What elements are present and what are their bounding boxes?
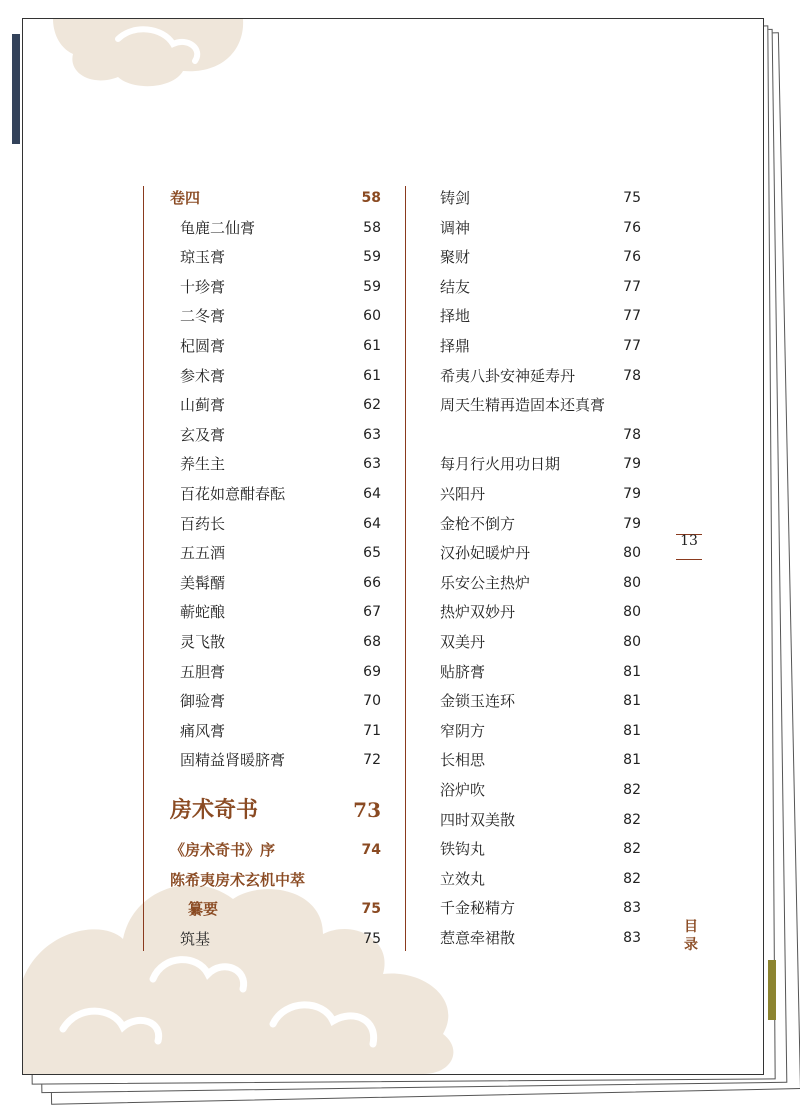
- toc-entry[interactable]: [405, 216, 641, 240]
- toc-entry-title: 杞圆膏: [180, 337, 226, 355]
- toc-entry[interactable]: [145, 452, 381, 476]
- toc-entry-page: 82: [623, 811, 641, 828]
- toc-entry[interactable]: [145, 689, 381, 713]
- toc-entry[interactable]: [405, 808, 641, 832]
- toc-entry-title: 百药长: [180, 514, 226, 533]
- toc-entry-title: 汉孙妃暖炉丹: [440, 544, 531, 563]
- toc-entry-page: 83: [623, 900, 641, 917]
- toc-entry-page: 80: [623, 634, 641, 650]
- toc-entry-title: 金锁玉连环: [440, 692, 516, 711]
- toc-entry-page: 63: [363, 456, 381, 473]
- toc-entry-title: 美髯醑: [180, 573, 226, 592]
- toc-entry[interactable]: [145, 186, 381, 210]
- toc-entry[interactable]: [145, 541, 381, 565]
- toc-entry-title: 蕲蛇酿: [180, 603, 226, 622]
- toc-entry[interactable]: [405, 452, 641, 476]
- toc-entry[interactable]: [145, 600, 381, 624]
- toc-entry[interactable]: [145, 630, 381, 654]
- toc-entry-page: 69: [363, 663, 381, 680]
- toc-entry[interactable]: [405, 571, 641, 595]
- toc-entry-title: 乐安公主热炉: [440, 573, 531, 592]
- toc-entry[interactable]: [405, 689, 641, 713]
- toc-entry-title: 浴炉吹: [440, 781, 486, 799]
- toc-entry[interactable]: [145, 660, 381, 684]
- toc-entry-page: 75: [361, 901, 381, 918]
- toc-entry-title: 择鼎: [440, 337, 471, 355]
- toc-entry-title: 琼玉膏: [180, 248, 226, 267]
- toc-entry-title: 每月行火用功日期: [440, 455, 561, 474]
- toc-entry-page: 72: [363, 752, 381, 769]
- toc-entry[interactable]: [405, 364, 641, 388]
- toc-entry-page: 74: [361, 842, 381, 858]
- toc-entry-page: 77: [623, 308, 641, 325]
- toc-entry-title: 五五酒: [180, 544, 226, 563]
- toc-entry-page: 59: [363, 249, 381, 266]
- toc-entry-page: 68: [363, 634, 381, 650]
- toc-entry-title: 四时双美散: [440, 810, 516, 829]
- toc-entry[interactable]: [145, 275, 381, 299]
- toc-entry-title: 卷四: [170, 189, 201, 207]
- toc-entry[interactable]: [145, 868, 381, 892]
- toc-entry-page: 81: [623, 693, 641, 710]
- toc-entry-page: 60: [363, 308, 381, 325]
- toc-entry[interactable]: [145, 838, 381, 862]
- toc-entry-title: 御验膏: [180, 692, 226, 711]
- front-page: [22, 18, 764, 1075]
- running-head: 目录: [684, 919, 698, 953]
- toc-entry[interactable]: [145, 304, 381, 328]
- toc-entry-page: 80: [623, 545, 641, 562]
- toc-entry-title: 窄阴方: [440, 721, 486, 740]
- toc-entry[interactable]: [405, 630, 641, 654]
- toc-entry-title: 热炉双妙丹: [440, 603, 516, 622]
- toc-entry[interactable]: [145, 571, 381, 595]
- toc-entry[interactable]: [405, 600, 641, 624]
- toc-entry[interactable]: [405, 304, 641, 328]
- back-page-edge: [12, 34, 20, 144]
- toc-entry[interactable]: [405, 512, 641, 536]
- toc-entry-page: 70: [363, 693, 381, 710]
- toc-entry[interactable]: [405, 748, 641, 772]
- toc-entry-title: 养生主: [180, 455, 226, 474]
- toc-entry-page: 75: [623, 190, 641, 206]
- toc-entry-title: 陈希夷房术玄机中萃: [170, 870, 306, 889]
- toc-entry-page: 62: [363, 397, 381, 414]
- column-rule-left: [143, 186, 144, 951]
- toc-entry-page: 75: [363, 930, 381, 947]
- toc-entry-title: 山蓟膏: [180, 396, 226, 415]
- toc-entry-page: 79: [623, 456, 641, 473]
- toc-entry[interactable]: [145, 512, 381, 536]
- toc-entry-title: 择地: [440, 307, 471, 326]
- toc-entry-title: 希夷八卦安神延寿丹: [440, 366, 576, 385]
- toc-entry-title: 惹意牵裙散: [440, 929, 516, 947]
- toc-entry-title: 聚财: [440, 248, 471, 267]
- toc-entry[interactable]: [405, 896, 641, 920]
- toc-entry-title: 纂要: [188, 900, 219, 919]
- toc-entry-page: 58: [363, 219, 381, 236]
- toc-entry-title: 结友: [440, 277, 471, 296]
- toc-entry-title: 玄及膏: [180, 425, 226, 444]
- toc-entry[interactable]: [405, 482, 641, 506]
- toc-entry[interactable]: [405, 393, 641, 417]
- toc-entry[interactable]: [405, 186, 641, 210]
- toc-entry-title: 周天生精再造固本还真膏: [440, 396, 606, 415]
- toc-entry[interactable]: [405, 719, 641, 743]
- toc-entry-title: 金枪不倒方: [440, 514, 516, 533]
- toc-entry-page: 77: [623, 338, 641, 354]
- toc-entry-page: 78: [623, 367, 641, 384]
- toc-entry-page: 82: [623, 782, 641, 798]
- toc-entry-page: 80: [623, 604, 641, 621]
- toc-entry-page: 81: [623, 752, 641, 769]
- toc-entry-page: 64: [363, 515, 381, 532]
- toc-entry[interactable]: [145, 927, 381, 951]
- toc-entry[interactable]: [145, 798, 381, 822]
- toc-entry[interactable]: [145, 393, 381, 417]
- toc-entry-page: 82: [623, 841, 641, 858]
- toc-entry[interactable]: [405, 660, 641, 684]
- toc-entry[interactable]: [145, 245, 381, 269]
- toc-entry-title: 贴脐膏: [440, 662, 486, 681]
- toc-entry[interactable]: [145, 423, 381, 447]
- toc-entry-title: 五胆膏: [180, 662, 226, 681]
- toc-entry[interactable]: [405, 867, 641, 891]
- toc-entry-page: 83: [623, 930, 641, 946]
- cloud-ornament-top: [23, 19, 253, 99]
- toc-entry-page: 65: [363, 545, 381, 562]
- toc-entry-title: 双美丹: [440, 633, 486, 651]
- toc-entry-page: 58: [361, 190, 381, 206]
- toc-entry-title: 立效丸: [440, 869, 486, 888]
- toc-entry-page: 73: [353, 798, 381, 822]
- toc-entry[interactable]: [405, 423, 641, 447]
- toc-entry-page: 67: [363, 604, 381, 621]
- page-number-rule-bottom: [676, 559, 702, 560]
- toc-entry-title: 铁钩丸: [440, 840, 486, 859]
- toc-entry-page: 59: [363, 278, 381, 295]
- toc-entry-page: 66: [363, 574, 381, 591]
- toc-entry-page: 63: [363, 426, 381, 443]
- toc-entry-page: 64: [363, 486, 381, 502]
- toc-entry[interactable]: [145, 482, 381, 506]
- toc-entry-title: 调神: [440, 218, 471, 237]
- toc-entry-title: 长相思: [440, 751, 486, 770]
- toc-entry-page: 79: [623, 515, 641, 532]
- toc-entry[interactable]: [405, 926, 641, 950]
- toc-entry-page: 71: [363, 722, 381, 739]
- toc-entry[interactable]: [145, 364, 381, 388]
- toc-entry-page: 61: [363, 367, 381, 384]
- toc-entry[interactable]: [405, 275, 641, 299]
- toc-entry[interactable]: [145, 216, 381, 240]
- toc-entry[interactable]: [145, 748, 381, 772]
- toc-entry-page: 76: [623, 219, 641, 236]
- toc-entry-title: 兴阳丹: [440, 485, 486, 503]
- toc-entry[interactable]: [405, 837, 641, 861]
- toc-entry[interactable]: [405, 334, 641, 358]
- toc-entry-page: 82: [623, 870, 641, 887]
- toc-entry-page: 81: [623, 663, 641, 680]
- toc-entry[interactable]: [405, 541, 641, 565]
- toc-entry-page: 76: [623, 249, 641, 266]
- page-number: 13: [680, 533, 698, 549]
- toc-entry-page: 78: [623, 426, 641, 443]
- toc-entry-title: 房术奇书: [170, 797, 259, 823]
- toc-entry[interactable]: [145, 719, 381, 743]
- toc-entry-title: 固精益肾暖脐膏: [180, 751, 286, 770]
- toc-entry[interactable]: [405, 245, 641, 269]
- toc-entry-title: 筑基: [180, 929, 211, 948]
- toc-entry-title: 二冬膏: [180, 307, 226, 326]
- toc-entry-title: 百花如意酣春酝: [180, 485, 286, 503]
- toc-entry-title: 痛风膏: [180, 721, 226, 740]
- toc-entry-page: 81: [623, 722, 641, 739]
- toc-entry[interactable]: [405, 778, 641, 802]
- toc-entry-title: 千金秘精方: [440, 899, 516, 918]
- toc-entry-title: 参术膏: [180, 366, 226, 385]
- toc-entry-page: 61: [363, 338, 381, 354]
- toc-entry-title: 铸剑: [440, 189, 471, 207]
- toc-entry-title: 灵飞散: [180, 633, 226, 651]
- toc-entry-page: 77: [623, 278, 641, 295]
- toc-entry-title: 十珍膏: [180, 277, 226, 296]
- back-page-edge: [768, 960, 776, 1020]
- toc-entry-page: 80: [623, 574, 641, 591]
- toc-entry-title: 《房术奇书》序: [170, 841, 276, 859]
- toc-entry-title: 龟鹿二仙膏: [180, 218, 256, 237]
- toc-entry[interactable]: [145, 897, 381, 921]
- toc-entry[interactable]: [145, 334, 381, 358]
- toc-entry-page: 79: [623, 486, 641, 502]
